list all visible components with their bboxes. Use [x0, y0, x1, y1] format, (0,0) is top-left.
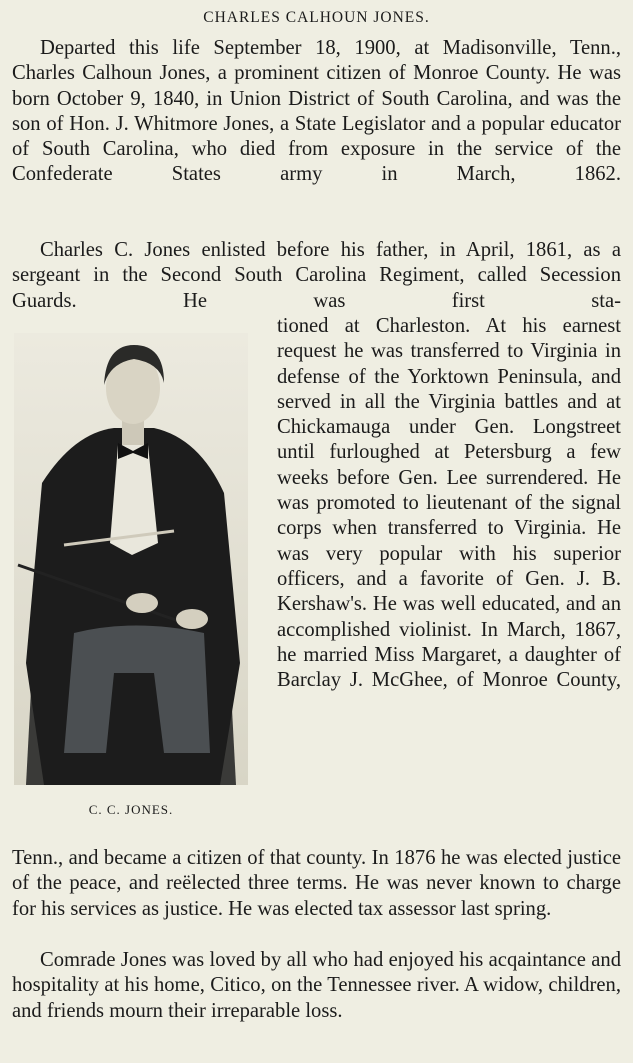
paragraph-enlistment-intro: Charles C. Jones enlisted before his father, in April, 1861, as a sergeant in the Second South Carolina Regiment, called Secession Guards. He was first sta- [12, 239, 621, 312]
paragraph-obituary-opening: Departed this life September 18, 1900, at Madisonville, Tenn., Charles Calhoun Jones, a prominent citizen of Monroe County. He was born October 9, 1840, in Union District of South Carolina, and was the son of Hon. J. Whitmore Jones, a State Legislator and a popular educator of South Carolina, who died from exposure in the service of the Confederate States army in March, 1862. [12, 37, 621, 186]
portrait-illustration [14, 333, 248, 785]
paragraph-civic-career: Tenn., and became a citizen of that county. In 1876 he was elected justice of the peace, and reëlected three terms. He was never known to charge for his services as justice. He was elected tax assessor last spring. [12, 847, 621, 920]
photo-caption: C. C. JONES. [88, 802, 174, 817]
article-title: CHARLES CALHOUN JONES. [203, 9, 430, 26]
paragraph-military-service: tioned at Charleston. At his earnest request he was transferred to Virginia in defense of the Yorktown Peninsula, and served in all the Virginia battles and at Chickamauga under Gen. Longstreet until furloughed at Petersburg a few weeks before Gen. Lee surrendered. He was promoted to lieutenant of the signal corps when transferred to Virginia. He was very popular with his superior officers, and a favorite of Gen. J. B. Kershaw's. He was well educated, and an accomplished violinist. In March, 1867, he married Miss Margaret, a daughter of Barclay J. McGhee, of Monroe County, [277, 315, 621, 692]
paragraph-closing: Comrade Jones was loved by all who had enjoyed his acqaintance and hospitality at his home, Citico, on the Tennessee river. A widow, children, and friends mourn their irreparable loss. [12, 949, 621, 1022]
portrait-photo [14, 333, 248, 785]
